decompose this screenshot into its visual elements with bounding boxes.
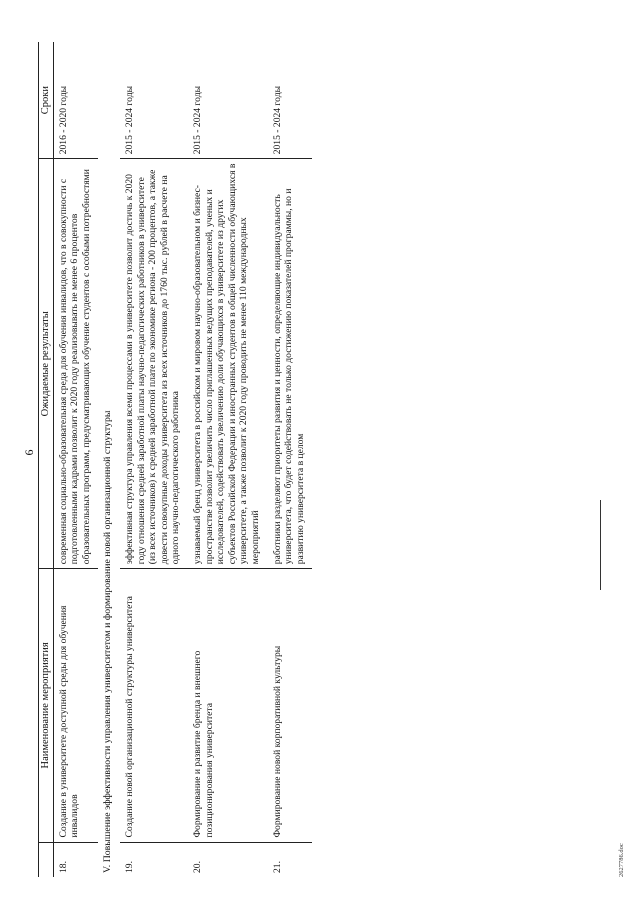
- row-number: 20.: [191, 861, 203, 873]
- section-heading-row: [98, 42, 120, 877]
- expected-result: эффективная структура управления всеми процессами в университете позволит достичь к 2020 году отношения средней заработной платы научно-педагогических работников в университете (из всех источников) к средней заработной плате по экономике региона - 200 процентов, а также довести совокупные доходы университета из всех источников до 1760 тыс. рублей в расчете на одного научно-педагогического работника: [120, 159, 188, 569]
- page-number: 6: [22, 449, 36, 456]
- measure-name: Создание в университете доступной среды для обучения инвалидов: [53, 569, 98, 842]
- expected-result: работники разделяют приоритеты развития и ценности, определяющие индивидуальность университета, что будет содействовать не только достижению показателей программы, но и развитию университета в целом: [268, 159, 313, 569]
- timeframe: 2015 - 2024 годы: [188, 42, 268, 159]
- row-number: 18.: [57, 861, 69, 873]
- section-heading: V. Повышение эффективности управления университетом и формирование новой организационной структуры: [102, 410, 114, 873]
- row-number: 21.: [271, 861, 283, 873]
- row-number: 19.: [123, 861, 135, 873]
- footer-divider: [600, 500, 601, 590]
- table-row: [268, 42, 313, 877]
- header-expected-results: Ожидаемые результаты: [39, 159, 54, 569]
- measure-name: Создание новой организационной структуры университета: [120, 569, 188, 842]
- header-number: [39, 842, 54, 877]
- timeframe: 2015 - 2024 годы: [268, 42, 313, 159]
- table-row: [120, 42, 188, 877]
- header-timeframe: Сроки: [39, 42, 54, 159]
- table-header-row: [39, 42, 54, 877]
- file-reference: 2627786.doc: [618, 843, 625, 877]
- measures-table: [38, 42, 312, 877]
- timeframe: 2015 - 2024 годы: [120, 42, 188, 159]
- timeframe: 2016 - 2020 годы: [53, 42, 98, 159]
- expected-result: современная социально-образовательная среда для обучения инвалидов, что в совокупности с подготовленными кадрами позволит к 2020 году реализовывать не менее 6 процентов образовательных программ, предусматривающих обучение студентов с особыми потребностями: [53, 159, 98, 569]
- expected-result: узнаваемый бренд университета в российском и мировом научно-образовательном и бизнес-пространстве позволит увеличить число приглашенных ведущих преподавателей, ученых и исследователей, содействовать увеличению доли обучающихся в университете из других субъектов Российской Федерации и иностранных студентов в общей численности обучающихся в университете, а также позволит к 2020 году проводить не менее 110 международных мероприятий: [188, 159, 268, 569]
- header-measure-name: Наименование мероприятия: [39, 569, 54, 842]
- table-row: [53, 42, 98, 877]
- measure-name: Формирование и развитие бренда и внешнего позиционирования университета: [188, 569, 268, 842]
- measure-name: Формирование новой корпоративной культуры: [268, 569, 313, 842]
- table-row: [188, 42, 268, 877]
